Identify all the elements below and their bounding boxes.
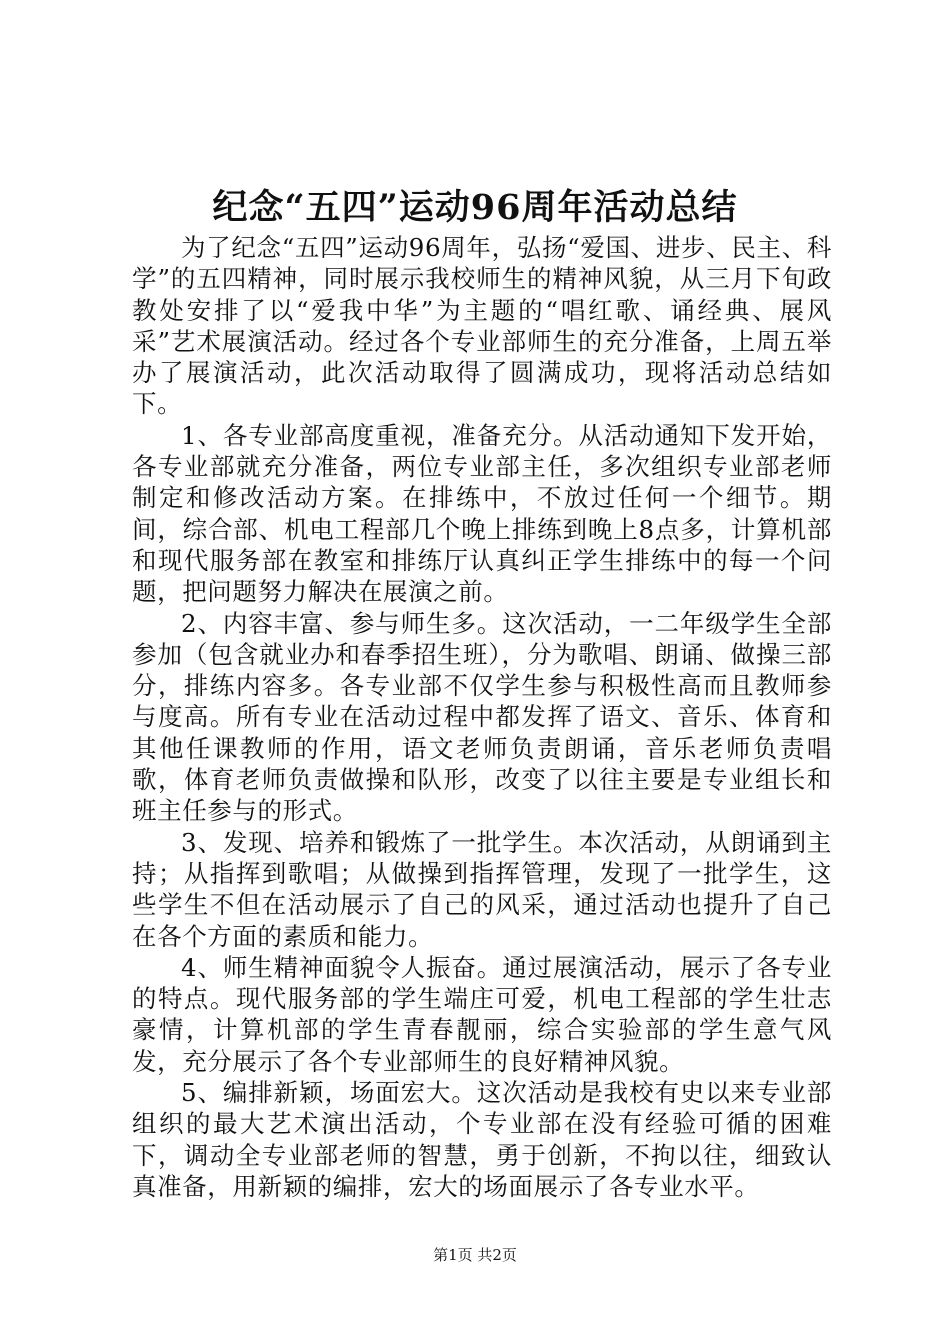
point-1-paragraph: 1、各专业部高度重视，准备充分。从活动通知下发开始，各专业部就充分准备，两位专业部主任，多次组织专业部老师制定和修改活动方案。在排练中，不放过任何一个细节。期间，综合部、机电工程部几个晚上排练到晚上8点多，计算机部和现代服务部在教室和排练厅认真纠正学生排练中的每一个问题，把问题努力解决在展演之前。 [132,420,832,607]
document-title: 纪念“五四”运动96周年活动总结 [212,187,738,228]
point-5-paragraph: 5、编排新颖，场面宏大。这次活动是我校有史以来专业部组织的最大艺术演出活动，个专业部在没有经验可循的困难下，调动全专业部老师的智慧，勇于创新，不拘以往，细致认真准备，用新颖的编排，宏大的场面展示了各专业水平。 [132,1078,832,1201]
intro-paragraph: 为了纪念“五四”运动96周年，弘扬“爱国、进步、民主、科学”的五四精神，同时展示我校师生的精神风貌，从三月下旬政教处安排了以“爱我中华”为主题的“唱红歌、诵经典、展风采”艺术展演活动。经过各个专业部师生的充分准备，上周五举办了展演活动，此次活动取得了圆满成功，现将活动总结如下。 [132,233,832,419]
point-4-paragraph: 4、师生精神面貌令人振奋。通过展演活动，展示了各专业的特点。现代服务部的学生端庄可爱，机电工程部的学生壮志豪情，计算机部的学生青春靓丽，综合实验部的学生意气风发，充分展示了各个专业部师生的良好精神风貌。 [132,952,832,1076]
point-3-paragraph: 3、发现、培养和锻炼了一批学生。本次活动，从朗诵到主持；从指挥到歌唱；从做操到指挥管理，发现了一批学生，这些学生不但在活动展示了自己的风采，通过活动也提升了自己在各个方面的素质和能力。 [132,827,832,951]
document-body [132,232,832,1202]
page-footer: 第1页 共2页 [433,1246,517,1264]
point-2-paragraph: 2、内容丰富、参与师生多。这次活动，一二年级学生全部参加（包含就业办和春季招生班），分为歌唱、朗诵、做操三部分，排练内容多。各专业部不仅学生参与积极性高而且教师参与度高。所有专业在活动过程中都发挥了语文、音乐、体育和其他任课教师的作用，语文老师负责朗诵，音乐老师负责唱歌，体育老师负责做操和队形，改变了以往主要是专业组长和班主任参与的形式。 [132,608,832,826]
